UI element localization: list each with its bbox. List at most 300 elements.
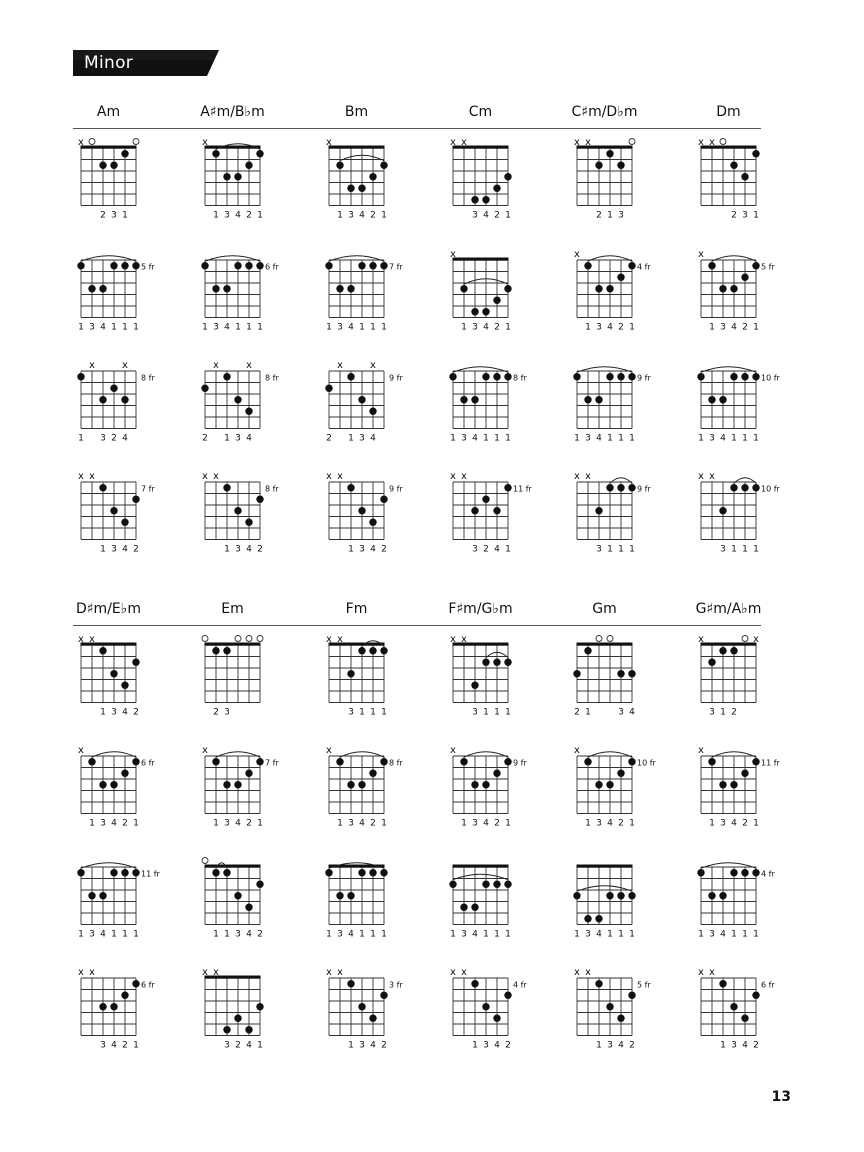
finger-number: 3 bbox=[224, 707, 230, 718]
muted-string-marker: x bbox=[202, 471, 208, 482]
muted-string-marker: x bbox=[450, 634, 456, 645]
finger-dot bbox=[617, 1015, 624, 1022]
finger-number: 2 bbox=[257, 929, 263, 940]
finger-dot bbox=[245, 770, 252, 777]
finger-number: 4 bbox=[246, 544, 252, 555]
finger-number: 1 bbox=[348, 544, 354, 555]
finger-dot bbox=[245, 904, 252, 911]
finger-number: 3 bbox=[461, 433, 467, 444]
finger-number: 2 bbox=[731, 210, 737, 221]
finger-number: 3 bbox=[337, 929, 343, 940]
finger-number: 1 bbox=[585, 322, 591, 333]
finger-number: 1 bbox=[326, 929, 332, 940]
finger-dot bbox=[730, 1003, 737, 1010]
finger-number: 1 bbox=[257, 210, 263, 221]
finger-number: 1 bbox=[731, 544, 737, 555]
muted-string-marker: x bbox=[709, 967, 715, 978]
finger-number: 2 bbox=[213, 707, 219, 718]
finger-dot bbox=[380, 992, 387, 999]
finger-dot bbox=[234, 262, 241, 269]
finger-dot bbox=[595, 396, 602, 403]
finger-dot bbox=[482, 308, 489, 315]
muted-string-marker: x bbox=[337, 360, 343, 371]
finger-number: 1 bbox=[753, 210, 759, 221]
finger-number: 4 bbox=[235, 210, 241, 221]
finger-number: 1 bbox=[133, 322, 139, 333]
finger-dot bbox=[595, 507, 602, 514]
finger-dot bbox=[234, 892, 241, 899]
finger-dot bbox=[628, 758, 635, 765]
finger-number: 2 bbox=[246, 818, 252, 829]
finger-number: 3 bbox=[472, 818, 478, 829]
finger-dot bbox=[617, 670, 624, 677]
finger-number: 3 bbox=[100, 1040, 106, 1051]
finger-number: 3 bbox=[100, 433, 106, 444]
finger-dot bbox=[504, 484, 511, 491]
finger-number: 3 bbox=[461, 929, 467, 940]
finger-dot bbox=[504, 173, 511, 180]
muted-string-marker: x bbox=[337, 471, 343, 482]
finger-dot bbox=[121, 682, 128, 689]
finger-number: 1 bbox=[607, 433, 613, 444]
finger-dot bbox=[223, 1026, 230, 1033]
finger-dot bbox=[584, 396, 591, 403]
finger-number: 3 bbox=[720, 322, 726, 333]
finger-dot bbox=[606, 150, 613, 157]
fret-label: 6 fr bbox=[761, 980, 775, 990]
finger-dot bbox=[752, 262, 759, 269]
chord-name: Gm bbox=[592, 601, 617, 617]
finger-number: 3 bbox=[224, 1040, 230, 1051]
finger-dot bbox=[212, 285, 219, 292]
nut bbox=[329, 146, 385, 149]
finger-number: 1 bbox=[629, 818, 635, 829]
finger-dot bbox=[132, 758, 139, 765]
finger-number: 4 bbox=[472, 433, 478, 444]
finger-number: 4 bbox=[618, 1040, 624, 1051]
finger-dot bbox=[358, 396, 365, 403]
finger-dot bbox=[719, 647, 726, 654]
muted-string-marker: x bbox=[78, 745, 84, 756]
finger-dot bbox=[99, 285, 106, 292]
open-string-marker bbox=[202, 636, 208, 642]
finger-number: 1 bbox=[257, 322, 263, 333]
finger-number: 1 bbox=[202, 322, 208, 333]
muted-string-marker: x bbox=[370, 360, 376, 371]
muted-string-marker: x bbox=[89, 634, 95, 645]
chord-diagram bbox=[574, 967, 651, 1051]
finger-number: 1 bbox=[381, 707, 387, 718]
finger-number: 1 bbox=[505, 818, 511, 829]
finger-number: 2 bbox=[753, 1040, 759, 1051]
finger-dot bbox=[493, 770, 500, 777]
finger-dot bbox=[99, 647, 106, 654]
finger-dot bbox=[132, 980, 139, 987]
finger-number: 2 bbox=[133, 707, 139, 718]
muted-string-marker: x bbox=[89, 471, 95, 482]
finger-dot bbox=[223, 484, 230, 491]
finger-dot bbox=[121, 262, 128, 269]
finger-number: 4 bbox=[111, 1040, 117, 1051]
nut bbox=[577, 643, 633, 646]
fret-label: 7 fr bbox=[141, 484, 155, 494]
fret-label: 7 fr bbox=[265, 758, 279, 768]
finger-number: 1 bbox=[753, 433, 759, 444]
finger-number: 3 bbox=[585, 433, 591, 444]
finger-dot bbox=[110, 262, 117, 269]
finger-number: 1 bbox=[133, 818, 139, 829]
finger-number: 2 bbox=[483, 544, 489, 555]
finger-dot bbox=[595, 285, 602, 292]
finger-number: 4 bbox=[483, 818, 489, 829]
finger-dot bbox=[369, 519, 376, 526]
muted-string-marker: x bbox=[461, 967, 467, 978]
muted-string-marker: x bbox=[213, 360, 219, 371]
finger-dot bbox=[584, 915, 591, 922]
finger-dot bbox=[741, 274, 748, 281]
finger-number: 1 bbox=[78, 929, 84, 940]
finger-number: 3 bbox=[709, 707, 715, 718]
finger-dot bbox=[482, 373, 489, 380]
finger-number: 1 bbox=[618, 929, 624, 940]
finger-dot bbox=[212, 758, 219, 765]
finger-dot bbox=[347, 670, 354, 677]
finger-number: 3 bbox=[720, 818, 726, 829]
open-string-marker bbox=[607, 636, 613, 642]
chord-diagram bbox=[573, 367, 651, 444]
finger-number: 4 bbox=[246, 1040, 252, 1051]
muted-string-marker: x bbox=[326, 745, 332, 756]
finger-number: 3 bbox=[111, 544, 117, 555]
chord-diagram bbox=[450, 249, 512, 333]
finger-number: 1 bbox=[133, 1040, 139, 1051]
muted-string-marker: x bbox=[698, 634, 704, 645]
fret-label: 9 fr bbox=[389, 373, 403, 383]
page-number: 13 bbox=[771, 1089, 791, 1105]
finger-number: 3 bbox=[596, 544, 602, 555]
finger-dot bbox=[606, 285, 613, 292]
finger-dot bbox=[88, 758, 95, 765]
finger-dot bbox=[223, 285, 230, 292]
finger-number: 4 bbox=[359, 818, 365, 829]
muted-string-marker: x bbox=[337, 634, 343, 645]
finger-dot bbox=[628, 262, 635, 269]
muted-string-marker: x bbox=[574, 471, 580, 482]
finger-number: 1 bbox=[629, 544, 635, 555]
finger-dot bbox=[336, 162, 343, 169]
finger-dot bbox=[245, 519, 252, 526]
fret-label: 9 fr bbox=[637, 373, 651, 383]
finger-dot bbox=[121, 150, 128, 157]
fret-label: 10 fr bbox=[637, 758, 656, 768]
finger-dot bbox=[88, 892, 95, 899]
finger-dot bbox=[99, 892, 106, 899]
muted-string-marker: x bbox=[698, 745, 704, 756]
finger-number: 3 bbox=[472, 544, 478, 555]
finger-dot bbox=[573, 373, 580, 380]
muted-string-marker: x bbox=[337, 967, 343, 978]
finger-dot bbox=[99, 396, 106, 403]
finger-dot bbox=[245, 1026, 252, 1033]
finger-dot bbox=[449, 881, 456, 888]
finger-number: 2 bbox=[742, 322, 748, 333]
muted-string-marker: x bbox=[574, 137, 580, 148]
chord-diagram bbox=[77, 256, 155, 333]
finger-number: 1 bbox=[359, 707, 365, 718]
finger-dot bbox=[708, 262, 715, 269]
finger-number: 2 bbox=[370, 818, 376, 829]
finger-number: 2 bbox=[381, 544, 387, 555]
finger-dot bbox=[245, 262, 252, 269]
finger-dot bbox=[347, 980, 354, 987]
finger-number: 1 bbox=[337, 818, 343, 829]
finger-dot bbox=[730, 162, 737, 169]
finger-dot bbox=[369, 408, 376, 415]
finger-number: 4 bbox=[472, 929, 478, 940]
finger-dot bbox=[482, 659, 489, 666]
chord-diagram bbox=[450, 967, 527, 1051]
finger-dot bbox=[347, 373, 354, 380]
finger-number: 1 bbox=[753, 322, 759, 333]
fret-label: 6 fr bbox=[141, 980, 155, 990]
finger-dot bbox=[708, 758, 715, 765]
finger-dot bbox=[256, 1003, 263, 1010]
finger-number: 1 bbox=[505, 707, 511, 718]
finger-number: 2 bbox=[381, 1040, 387, 1051]
finger-dot bbox=[358, 1003, 365, 1010]
finger-number: 2 bbox=[257, 544, 263, 555]
finger-dot bbox=[132, 869, 139, 876]
muted-string-marker: x bbox=[78, 137, 84, 148]
finger-dot bbox=[325, 385, 332, 392]
finger-number: 1 bbox=[483, 707, 489, 718]
finger-number: 1 bbox=[224, 929, 230, 940]
finger-dot bbox=[617, 484, 624, 491]
finger-dot bbox=[256, 262, 263, 269]
finger-number: 1 bbox=[348, 1040, 354, 1051]
finger-dot bbox=[573, 892, 580, 899]
finger-number: 2 bbox=[111, 433, 117, 444]
chord-diagram bbox=[574, 471, 651, 555]
finger-dot bbox=[234, 173, 241, 180]
nut bbox=[453, 258, 509, 261]
finger-dot bbox=[752, 150, 759, 157]
fret-label: 11 fr bbox=[141, 869, 160, 879]
finger-dot bbox=[493, 297, 500, 304]
chord-diagram bbox=[78, 967, 155, 1051]
finger-number: 1 bbox=[122, 210, 128, 221]
finger-number: 1 bbox=[494, 929, 500, 940]
muted-string-marker: x bbox=[326, 137, 332, 148]
finger-dot bbox=[752, 992, 759, 999]
finger-dot bbox=[741, 373, 748, 380]
finger-dot bbox=[380, 869, 387, 876]
finger-dot bbox=[110, 670, 117, 677]
chord-diagram bbox=[78, 634, 140, 718]
finger-dot bbox=[584, 262, 591, 269]
finger-dot bbox=[573, 670, 580, 677]
finger-dot bbox=[493, 185, 500, 192]
finger-dot bbox=[730, 484, 737, 491]
finger-number: 3 bbox=[348, 707, 354, 718]
finger-dot bbox=[617, 373, 624, 380]
finger-number: 1 bbox=[224, 433, 230, 444]
finger-number: 3 bbox=[213, 322, 219, 333]
finger-dot bbox=[347, 892, 354, 899]
finger-dot bbox=[234, 507, 241, 514]
finger-number: 1 bbox=[585, 707, 591, 718]
finger-number: 1 bbox=[698, 433, 704, 444]
finger-number: 4 bbox=[246, 433, 252, 444]
finger-dot bbox=[719, 980, 726, 987]
finger-dot bbox=[110, 385, 117, 392]
nut bbox=[205, 643, 261, 646]
finger-dot bbox=[234, 781, 241, 788]
chord-diagram bbox=[450, 137, 512, 221]
finger-dot bbox=[110, 507, 117, 514]
finger-number: 1 bbox=[505, 544, 511, 555]
finger-number: 2 bbox=[494, 818, 500, 829]
finger-number: 2 bbox=[246, 210, 252, 221]
finger-number: 4 bbox=[494, 544, 500, 555]
finger-number: 4 bbox=[629, 707, 635, 718]
finger-number: 1 bbox=[494, 707, 500, 718]
finger-dot bbox=[223, 173, 230, 180]
finger-dot bbox=[99, 162, 106, 169]
chord-diagram bbox=[698, 967, 775, 1051]
finger-dot bbox=[380, 647, 387, 654]
finger-number: 2 bbox=[326, 433, 332, 444]
finger-number: 1 bbox=[472, 1040, 478, 1051]
finger-number: 2 bbox=[133, 544, 139, 555]
finger-number: 1 bbox=[483, 929, 489, 940]
finger-dot bbox=[201, 385, 208, 392]
muted-string-marker: x bbox=[574, 967, 580, 978]
finger-dot bbox=[325, 262, 332, 269]
finger-dot bbox=[336, 758, 343, 765]
muted-string-marker: x bbox=[89, 360, 95, 371]
finger-number: 1 bbox=[122, 322, 128, 333]
finger-dot bbox=[121, 519, 128, 526]
fret-label: 5 fr bbox=[761, 262, 775, 272]
finger-number: 1 bbox=[235, 322, 241, 333]
muted-string-marker: x bbox=[78, 967, 84, 978]
finger-dot bbox=[110, 869, 117, 876]
finger-number: 4 bbox=[348, 322, 354, 333]
chord-diagram bbox=[201, 360, 279, 444]
finger-number: 3 bbox=[472, 707, 478, 718]
finger-dot bbox=[482, 196, 489, 203]
finger-number: 1 bbox=[100, 707, 106, 718]
finger-number: 1 bbox=[370, 322, 376, 333]
muted-string-marker: x bbox=[202, 137, 208, 148]
finger-number: 1 bbox=[494, 433, 500, 444]
finger-dot bbox=[245, 162, 252, 169]
finger-dot bbox=[730, 869, 737, 876]
finger-dot bbox=[336, 892, 343, 899]
chord-diagram bbox=[78, 471, 155, 555]
finger-number: 1 bbox=[585, 818, 591, 829]
finger-number: 3 bbox=[618, 210, 624, 221]
finger-dot bbox=[460, 758, 467, 765]
chord-name: Bm bbox=[344, 104, 369, 120]
finger-number: 4 bbox=[122, 707, 128, 718]
finger-number: 1 bbox=[100, 544, 106, 555]
finger-dot bbox=[741, 869, 748, 876]
finger-number: 1 bbox=[381, 210, 387, 221]
nut bbox=[453, 865, 509, 868]
open-string-marker bbox=[257, 636, 263, 642]
chord-diagram bbox=[574, 137, 635, 221]
finger-number: 3 bbox=[224, 818, 230, 829]
muted-string-marker: x bbox=[585, 471, 591, 482]
muted-string-marker: x bbox=[202, 745, 208, 756]
chord-diagram bbox=[325, 360, 403, 444]
finger-dot bbox=[256, 496, 263, 503]
finger-number: 1 bbox=[450, 929, 456, 940]
finger-dot bbox=[493, 659, 500, 666]
chord-name: Fm bbox=[345, 601, 368, 617]
finger-number: 1 bbox=[505, 210, 511, 221]
section-title: Minor bbox=[84, 53, 134, 73]
finger-dot bbox=[493, 881, 500, 888]
muted-string-marker: x bbox=[461, 471, 467, 482]
muted-string-marker: x bbox=[585, 137, 591, 148]
finger-dot bbox=[369, 173, 376, 180]
muted-string-marker: x bbox=[461, 137, 467, 148]
finger-dot bbox=[719, 285, 726, 292]
muted-string-marker: x bbox=[78, 634, 84, 645]
finger-number: 4 bbox=[246, 929, 252, 940]
finger-number: 1 bbox=[111, 929, 117, 940]
finger-number: 3 bbox=[607, 1040, 613, 1051]
finger-dot bbox=[504, 992, 511, 999]
muted-string-marker: x bbox=[753, 634, 759, 645]
finger-number: 4 bbox=[122, 433, 128, 444]
finger-dot bbox=[449, 373, 456, 380]
finger-number: 2 bbox=[596, 210, 602, 221]
finger-dot bbox=[212, 869, 219, 876]
finger-number: 1 bbox=[742, 433, 748, 444]
finger-dot bbox=[99, 1003, 106, 1010]
finger-dot bbox=[234, 396, 241, 403]
finger-number: 4 bbox=[348, 929, 354, 940]
finger-dot bbox=[493, 507, 500, 514]
finger-dot bbox=[471, 781, 478, 788]
muted-string-marker: x bbox=[698, 967, 704, 978]
finger-number: 3 bbox=[359, 433, 365, 444]
nut bbox=[701, 643, 757, 646]
muted-string-marker: x bbox=[698, 137, 704, 148]
finger-number: 1 bbox=[698, 929, 704, 940]
finger-dot bbox=[752, 758, 759, 765]
finger-dot bbox=[256, 881, 263, 888]
finger-dot bbox=[212, 150, 219, 157]
finger-dot bbox=[121, 770, 128, 777]
finger-number: 3 bbox=[731, 1040, 737, 1051]
finger-dot bbox=[223, 869, 230, 876]
finger-number: 1 bbox=[731, 433, 737, 444]
finger-number: 3 bbox=[348, 818, 354, 829]
finger-dot bbox=[628, 670, 635, 677]
finger-number: 4 bbox=[720, 929, 726, 940]
finger-dot bbox=[741, 484, 748, 491]
chord-diagram bbox=[574, 249, 651, 333]
fret-label: 8 fr bbox=[265, 484, 279, 494]
fret-label: 10 fr bbox=[761, 373, 780, 383]
finger-dot bbox=[245, 408, 252, 415]
chord-diagram bbox=[202, 636, 263, 718]
